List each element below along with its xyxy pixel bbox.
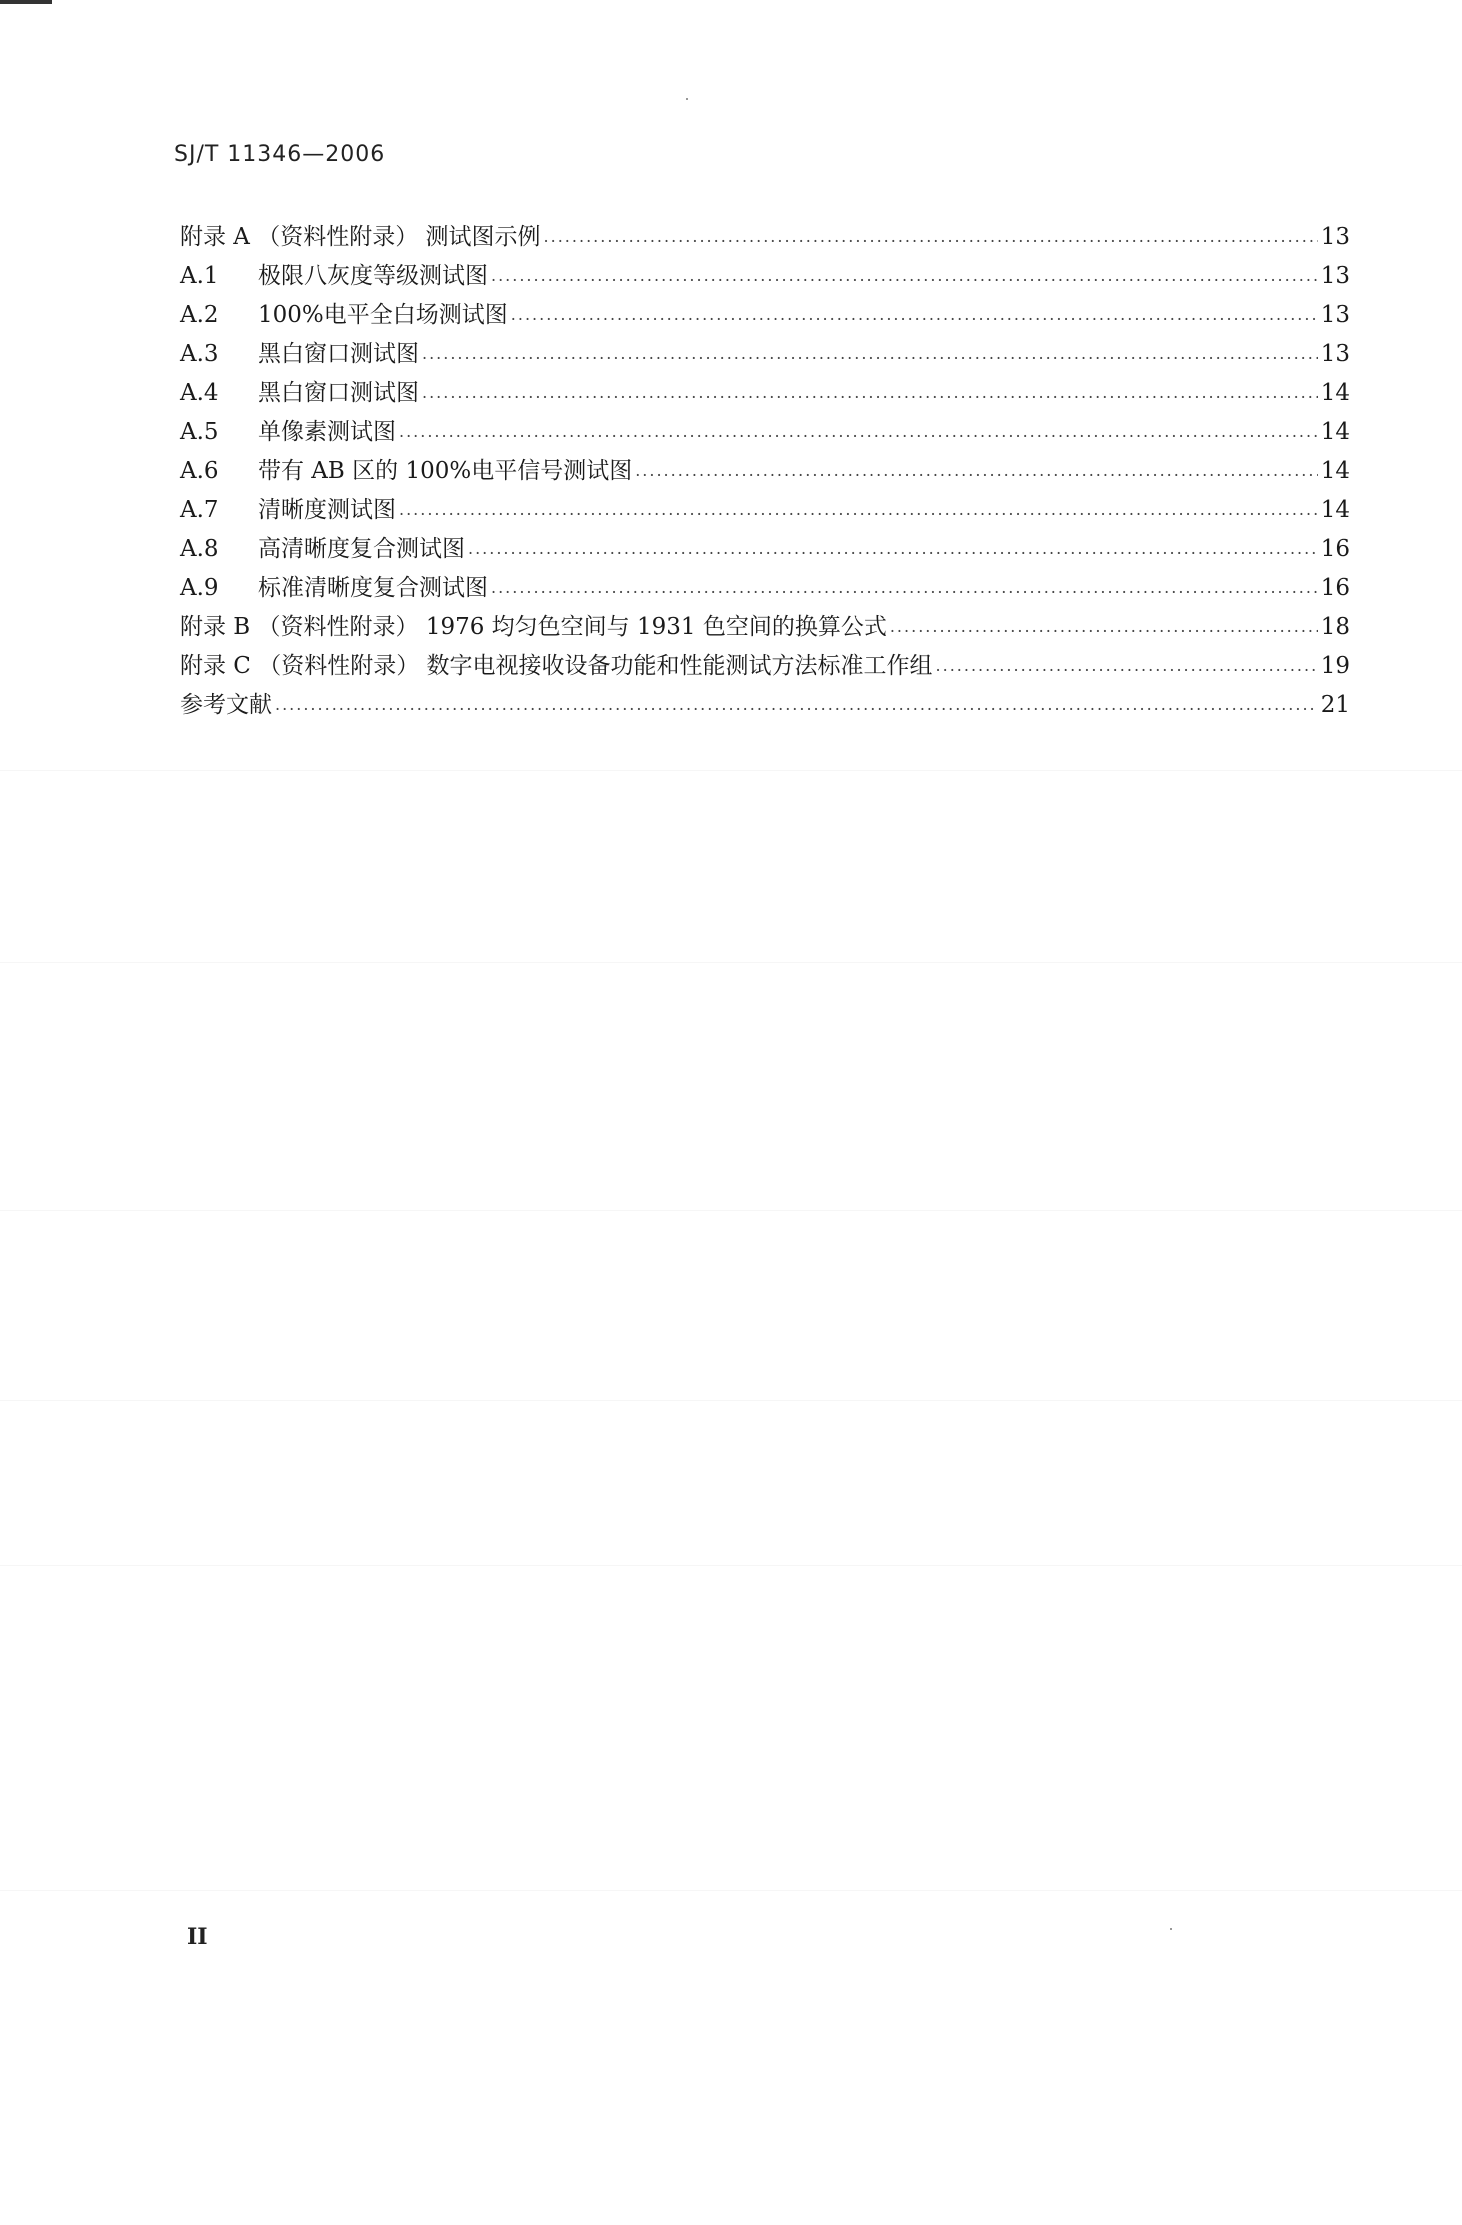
toc-entry-label (180, 491, 396, 530)
toc-dot-leader (422, 334, 1318, 373)
toc-section-title: 高清晰度复合测试图 (258, 536, 465, 562)
scan-speck (1170, 1928, 1172, 1930)
toc-entry-a5[interactable] (180, 413, 1350, 452)
toc-entry-label: 参考文献 (180, 692, 272, 718)
toc-page-number: 18 (1320, 614, 1350, 640)
toc-entry-label (180, 452, 632, 491)
toc-section-title: 清晰度测试图 (258, 497, 396, 523)
toc-page-number: 14 (1320, 458, 1350, 484)
toc-entry-appendix-b[interactable] (180, 608, 1350, 647)
toc-section-number: A.2 (180, 302, 219, 328)
toc-entry-a9[interactable] (180, 569, 1350, 608)
toc-dot-leader (491, 256, 1318, 295)
toc-section-number: A.6 (180, 458, 219, 484)
toc-entry-a3[interactable] (180, 335, 1350, 374)
toc-section-number: A.9 (180, 575, 219, 601)
toc-entry-label (180, 296, 508, 335)
toc-page-number: 13 (1320, 263, 1350, 289)
toc-page-number: 19 (1320, 653, 1350, 679)
toc-entry-label (180, 374, 419, 413)
toc-page-number: 13 (1320, 341, 1350, 367)
toc-entry-label (180, 335, 419, 374)
scan-corner-mark (0, 0, 52, 4)
table-of-contents (180, 218, 1350, 725)
toc-page-number: 14 (1320, 380, 1350, 406)
toc-entry-appendix-c[interactable] (180, 647, 1350, 686)
toc-page-number: 16 (1320, 575, 1350, 601)
toc-page-number: 16 (1320, 536, 1350, 562)
scan-artifact-line (0, 1400, 1462, 1401)
scan-artifact-line (0, 962, 1462, 963)
toc-page-number: 13 (1320, 224, 1350, 250)
toc-dot-leader (544, 217, 1318, 256)
toc-entry-a7[interactable] (180, 491, 1350, 530)
standard-number-header: SJ/T 11346—2006 (174, 142, 386, 167)
toc-section-number: A.7 (180, 497, 219, 523)
scan-artifact-line (0, 1890, 1462, 1891)
toc-entry-appendix-a[interactable] (180, 218, 1350, 257)
toc-section-number: A.1 (180, 263, 219, 289)
toc-entry-a6[interactable] (180, 452, 1350, 491)
toc-dot-leader (468, 529, 1318, 568)
toc-entry-label (180, 257, 488, 296)
toc-entry-label: 附录 C （资料性附录） 数字电视接收设备功能和性能测试方法标准工作组 (180, 653, 933, 679)
toc-dot-leader (399, 412, 1318, 451)
toc-dot-leader (936, 646, 1318, 685)
toc-section-title: 单像素测试图 (258, 419, 396, 445)
toc-entry-label (180, 530, 465, 569)
toc-section-title: 黑白窗口测试图 (258, 341, 419, 367)
toc-entry-references[interactable] (180, 686, 1350, 725)
toc-entry-a8[interactable] (180, 530, 1350, 569)
toc-dot-leader (275, 685, 1318, 724)
toc-entry-label (180, 413, 396, 452)
toc-section-number: A.8 (180, 536, 219, 562)
toc-page-number: 13 (1320, 302, 1350, 328)
toc-section-title: 标准清晰度复合测试图 (258, 575, 488, 601)
toc-entry-label: 附录 A （资料性附录） 测试图示例 (180, 224, 541, 250)
toc-section-title: 黑白窗口测试图 (258, 380, 419, 406)
toc-page-number: 21 (1320, 692, 1350, 718)
toc-entry-a2[interactable] (180, 296, 1350, 335)
scan-speck (686, 98, 688, 100)
toc-page-number: 14 (1320, 497, 1350, 523)
toc-dot-leader (511, 295, 1318, 334)
scan-artifact-line (0, 1210, 1462, 1211)
scan-artifact-line (0, 1565, 1462, 1566)
toc-section-number: A.4 (180, 380, 219, 406)
toc-dot-leader (422, 373, 1318, 412)
toc-dot-leader (399, 490, 1318, 529)
toc-dot-leader (491, 568, 1318, 607)
toc-dot-leader (890, 607, 1318, 646)
toc-dot-leader (635, 451, 1318, 490)
toc-section-title: 极限八灰度等级测试图 (258, 263, 488, 289)
toc-section-number: A.5 (180, 419, 219, 445)
toc-entry-a4[interactable] (180, 374, 1350, 413)
toc-entry-label (180, 569, 488, 608)
toc-entry-label: 附录 B （资料性附录） 1976 均匀色空间与 1931 色空间的换算公式 (180, 614, 887, 640)
page-number-footer: II (187, 1924, 208, 1950)
toc-entry-a1[interactable] (180, 257, 1350, 296)
toc-section-number: A.3 (180, 341, 219, 367)
toc-section-title: 100%电平全白场测试图 (258, 302, 508, 328)
toc-page-number: 14 (1320, 419, 1350, 445)
scan-artifact-line (0, 770, 1462, 771)
toc-section-title: 带有 AB 区的 100%电平信号测试图 (258, 458, 633, 484)
